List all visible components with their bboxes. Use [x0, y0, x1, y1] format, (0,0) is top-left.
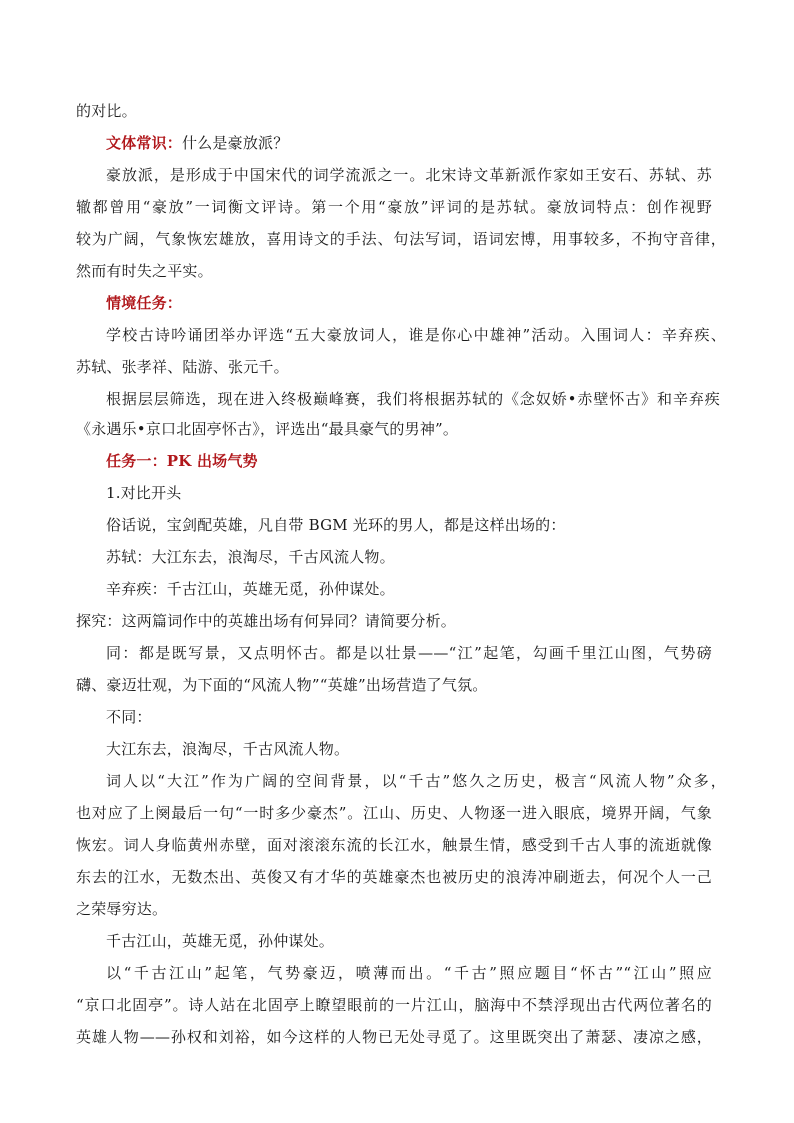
paragraph-line: 同：都是既写景，又点明怀古。都是以壮景——“江”起笔，勾画千里江山图，气势磅: [106, 644, 712, 662]
paragraph-line: 东去的江水，无数杰出、英俊又有才华的英雄豪杰也被历史的浪涛冲刷逝去，何况个人一己: [76, 868, 712, 886]
paragraph-line: 豪放派，是形成于中国宋代的词学流派之一。北宋诗文革新派作家如王安石、苏轼、苏: [106, 166, 712, 184]
paragraph-line: 《永遇乐•京口北固亭怀古》，评选出“最具豪气的男神”。: [76, 420, 459, 438]
paragraph-line: 之荣辱穷达。: [76, 900, 168, 918]
paragraph-line: 的对比。: [76, 102, 137, 120]
genre-knowledge-heading: 文体常识：: [106, 134, 183, 152]
quote-line: 大江东去，浪淘尽，千古风流人物。: [106, 740, 350, 758]
paragraph-line: 然而有时失之平实。: [76, 262, 213, 280]
paragraph-line: 以“千古江山”起笔，气势豪迈，喷薄而出。“千古”照应题目“怀古”“江山”照应: [106, 964, 712, 982]
paragraph-line: 辙都曾用“豪放”一词衡文评诗。第一个用“豪放”评词的是苏轼。豪放词特点：创作视野: [76, 198, 712, 216]
paragraph-line: 俗话说，宝剑配英雄，凡自带 BGM 光环的男人，都是这样出场的：: [106, 516, 566, 534]
question-line: 探究：这两篇词作中的英雄出场有何异同？请简要分析。: [76, 612, 457, 630]
quote-line: 苏轼：大江东去，浪淘尽，千古风流人物。: [106, 548, 395, 566]
paragraph-line: 英雄人物——孙权和刘裕，如今这样的人物已无处寻觅了。这里既突出了萧瑟、凄凉之感，: [76, 1028, 712, 1046]
paragraph-line: 较为广阔，气象恢宏雄放，喜用诗文的手法、句法写词，语词宏博，用事较多，不拘守音律，: [76, 230, 726, 248]
scenario-task-heading: 情境任务：: [106, 294, 183, 312]
paragraph-line: 苏轼、张孝祥、陆游、张元千。: [76, 358, 289, 376]
subsection-title: 1.对比开头: [106, 484, 182, 502]
paragraph-line: “京口北固亭”。诗人站在北固亭上瞭望眼前的一片江山，脑海中不禁浮现出古代两位著名的: [76, 996, 712, 1014]
paragraph-line: 根据层层筛选，现在进入终极巅峰赛，我们将根据苏轼的《念奴娇•赤壁怀古》和辛弃疾: [106, 390, 720, 408]
paragraph-line: 恢宏。词人身临黄州赤壁，面对滚滚东流的长江水，触景生情，感受到千古人事的流逝就像: [76, 836, 712, 854]
task-one-heading: 任务一：PK 出场气势: [106, 452, 258, 470]
paragraph-line: 也对应了上阕最后一句“一时多少豪杰”。江山、历史、人物逐一进入眼底，境界开阔，气象: [76, 804, 712, 822]
section-line-genre-knowledge: [106, 134, 288, 152]
paragraph-line: 礴、豪迈壮观，为下面的“风流人物”“英雄”出场营造了气氛。: [76, 676, 488, 694]
paragraph-line: 学校古诗吟诵团举办评选“五大豪放词人，谁是你心中雄神”活动。入围词人：辛弃疾、: [106, 326, 726, 344]
genre-knowledge-question: 什么是豪放派？: [182, 134, 289, 152]
quote-line: 辛弃疾：千古江山，英雄无觅，孙仲谋处。: [106, 580, 395, 598]
quote-line: 千古江山，英雄无觅，孙仲谋处。: [106, 932, 335, 950]
paragraph-line: 词人以“大江”作为广阔的空间背景，以“千古”悠久之历史，极言“风流人物”众多，: [106, 772, 726, 790]
paragraph-line: 不同：: [106, 708, 152, 726]
